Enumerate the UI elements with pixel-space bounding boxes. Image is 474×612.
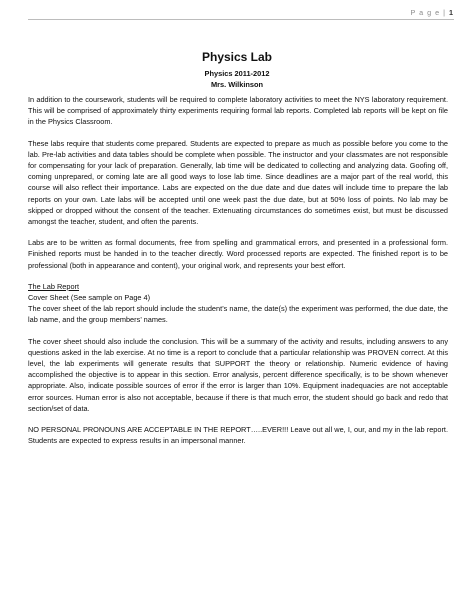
document-title: Physics Lab <box>201 50 273 64</box>
intro-paragraph: In addition to the coursework, students will be required to complete laboratory activities to meet the NYS laboratory requirement. This will be comprised of approximately thirty experiments requiring formal lab reports. Completed lab reports will be kept on file in the Physics Classroom. <box>28 95 448 127</box>
header-divider <box>28 19 454 20</box>
cover-sheet-paragraph: The cover sheet of the lab report should include the student’s name, the date(s) the experiment was performed, the due date, the lab name, and the group members’ names. <box>28 304 448 325</box>
page-number: 1 <box>449 8 454 17</box>
teacher-name: Mrs. Wilkinson <box>210 80 264 89</box>
preparation-paragraph: These labs require that students come prepared. Students are expected to prepare as much as possible before you come to the lab. Pre-lab activities and data tables should be complete when possible. The instructor and your classmates are not responsible for compensating for your lack of preparation. Generally, lab time will be dedicated to collecting and analyzing data. Goofing off, coming unprepared, or coming late are all good ways to lose lab time. Since deadlines are a major part of the real world, this course will also reflect their importance. Labs are expected on the due date and due dates will include time to prepare the lab reports on your own. Late labs will be accepted until one week past the due date, but at 50% loss of points. No lab may be skipped or dropped without the consent of the teacher. Extenuating circumstances do sometimes exist, but must be discussed amongst the teacher, student, and often the parents. <box>28 138 448 227</box>
conclusion-paragraph: The cover sheet should also include the conclusion. This will be a summary of the activity and results, including answers to any questions asked in the lab exercise. At no time is a report to conclude that a particular relationship was PROVEN correct. At this level, the lab experiments will generate results that SUPPORT the theory or relationship. Numeric evidence of having accomplished the objective is to appear in this section. Error analysis, percent difference specifically, is to be shown whenever appropriate. Also, indicate possible sources of error if the error is larger than 10%. Equipment inadequacies are not acceptable error sources. Human error is also not acceptable, because if there is that much error, the student should go back and redo that section/set of data. <box>28 336 448 413</box>
subsection-title-cover-sheet: Cover Sheet (See sample on Page 4) <box>28 293 151 303</box>
section-title-lab-report: The Lab Report <box>28 281 80 291</box>
document-body <box>28 94 448 456</box>
page-header <box>410 8 454 17</box>
course-subtitle: Physics 2011-2012 <box>204 69 270 78</box>
page-label: P a g e | <box>410 8 446 17</box>
pronouns-paragraph: NO PERSONAL PRONOUNS ARE ACCEPTABLE IN THE REPORT…..EVER!!! Leave out all we, I, our, and my in the lab report. Students are expected to express results in an impersonal manner. <box>28 425 448 446</box>
format-paragraph: Labs are to be written as formal documents, free from spelling and grammatical errors, and presented in a professional form. Finished reports must be handed in to the teacher directly. Word processed reports are expected. The finished report is to be professional (both in appearance and content), your original work, and represents your best effort. <box>28 238 448 270</box>
